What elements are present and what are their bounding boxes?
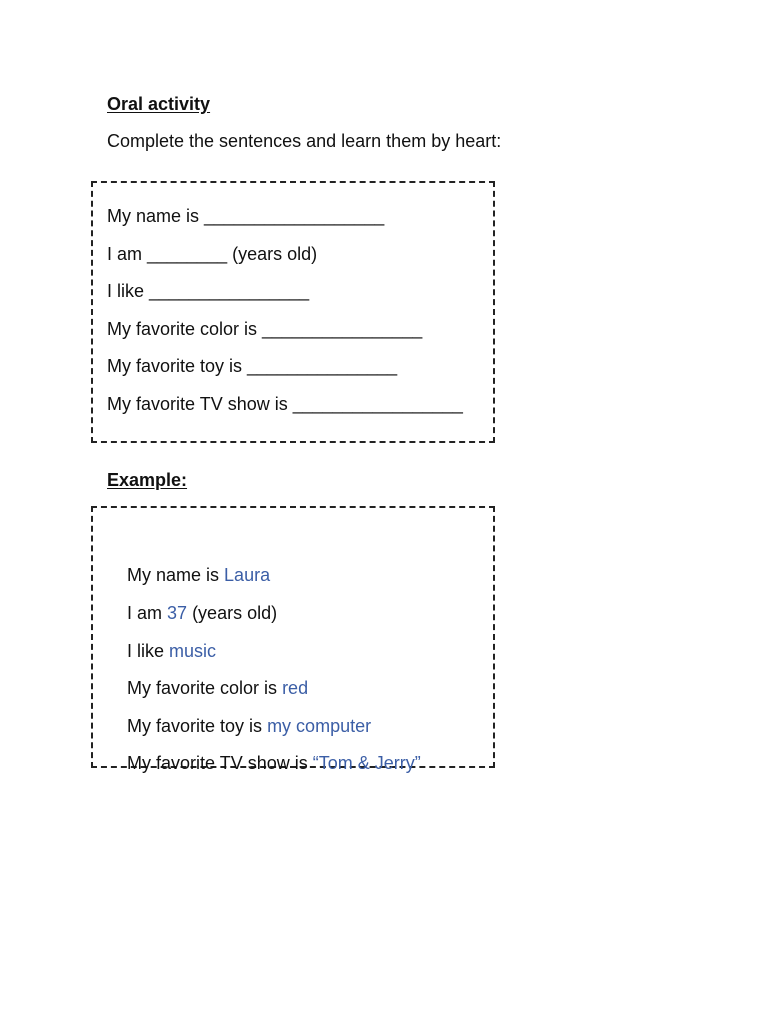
example-answer: Laura [224, 565, 271, 585]
example-prefix: My name is [127, 565, 225, 585]
example-answer: 37 [167, 603, 188, 623]
example-answer: my computer [267, 716, 372, 736]
example-line-tvshow [107, 732, 421, 795]
template-line-tvshow: My favorite TV show is _________________ [107, 394, 463, 414]
example-prefix: My favorite toy is [127, 716, 268, 736]
example-prefix: I like [127, 641, 170, 661]
example-prefix: My favorite color is [127, 678, 283, 698]
template-line-toy: My favorite toy is _______________ [107, 356, 398, 376]
example-answer: red [282, 678, 309, 698]
example-title: Example: [107, 470, 188, 490]
template-line-age: I am ________ (years old) [107, 244, 318, 264]
activity-title: Oral activity [107, 94, 211, 114]
example-answer: “Tom & Jerry” [312, 753, 421, 773]
example-answer: music [169, 641, 217, 661]
template-line-color: My favorite color is ________________ [107, 319, 423, 339]
template-line-like: I like ________________ [107, 281, 310, 301]
example-prefix: My favorite TV show is [127, 753, 313, 773]
example-suffix: (years old) [187, 603, 278, 623]
template-line-name: My name is __________________ [107, 206, 385, 226]
example-prefix: I am [127, 603, 168, 623]
instruction-text: Complete the sentences and learn them by heart: [107, 131, 502, 151]
